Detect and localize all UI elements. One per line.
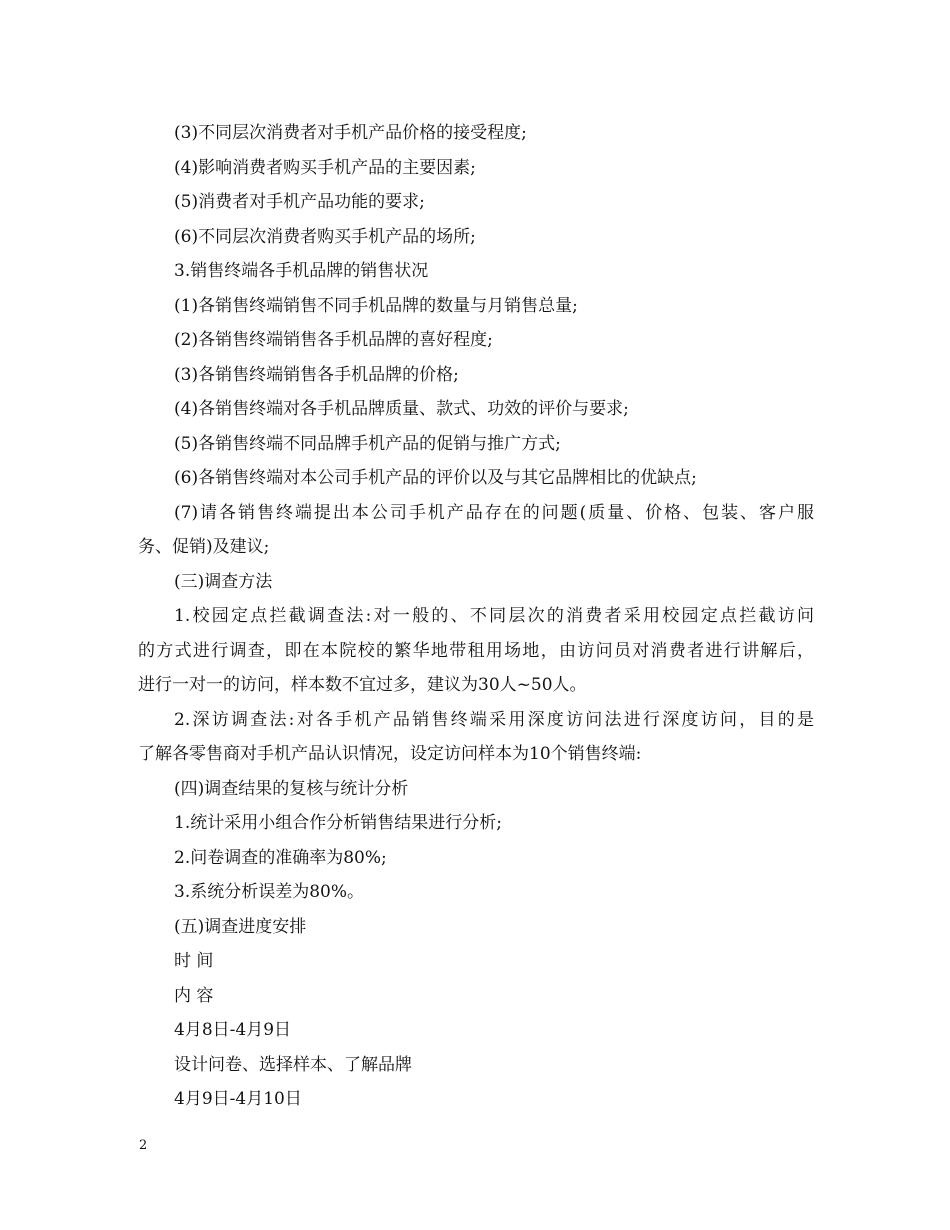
- paragraph-intercept-survey-continued: 的方式进行调查，即在本院校的繁华地带租用场地，由访问员对消费者进行讲解后，: [138, 640, 814, 661]
- section-heading-survey-methods: (三)调查方法: [174, 571, 273, 592]
- document-body: [138, 116, 814, 1117]
- list-item-system-error: 3.系统分析误差为80%。: [174, 882, 365, 902]
- schedule-content-1: 设计问卷、选择样本、了解品牌: [174, 1054, 412, 1075]
- list-item-brand-price: (3)各销售终端销售各手机品牌的价格;: [174, 364, 459, 385]
- schedule-header-content: 内 容: [174, 985, 214, 1006]
- list-item-purchase-factors: (4)影响消费者购买手机产品的主要因素;: [174, 157, 476, 178]
- schedule-date-2: 4月9日-4月10日: [174, 1089, 302, 1109]
- paragraph-in-depth-interview-end: 了解各零售商对手机产品认识情况，设定访问样本为10个销售终端:: [138, 744, 642, 764]
- list-item-sales-quantity: (1)各销售终端销售不同手机品牌的数量与月销售总量;: [174, 295, 578, 316]
- paragraph-continuation: 务、促销)及建议;: [138, 537, 270, 557]
- schedule-date-1: 4月8日-4月9日: [174, 1020, 292, 1040]
- list-item-accuracy-rate: 2.问卷调查的准确率为80%;: [174, 847, 387, 868]
- list-item-brand-evaluation: (4)各销售终端对各手机品牌质量、款式、功效的评价与要求;: [174, 399, 629, 419]
- list-item-purchase-places: (6)不同层次消费者购买手机产品的场所;: [174, 226, 476, 247]
- list-item-company-product-evaluation: (6)各销售终端对本公司手机产品的评价以及与其它品牌相比的优缺点;: [174, 468, 697, 488]
- list-item-statistics-method: 1.统计采用小组合作分析销售结果进行分析;: [174, 813, 502, 833]
- list-item-promotion-methods: (5)各销售终端不同品牌手机产品的促销与推广方式;: [174, 433, 561, 454]
- paragraph-intercept-survey-end: 进行一对一的访问，样本数不宜过多，建议为30人~50人。: [138, 675, 587, 695]
- list-item-function-requirements: (5)消费者对手机产品功能的要求;: [174, 192, 425, 212]
- paragraph-in-depth-interview: 2.深访调查法:对各手机产品销售终端采用深度访问法进行深度访问，目的是: [174, 709, 814, 730]
- schedule-header-time: 时 间: [174, 951, 214, 971]
- list-item-brand-preference: (2)各销售终端销售各手机品牌的喜好程度;: [174, 330, 493, 350]
- list-item-problems-suggestions: (7)请各销售终端提出本公司手机产品存在的问题(质量、价格、包装、客户服: [174, 502, 814, 523]
- paragraph-intercept-survey: 1.校园定点拦截调查法:对一般的、不同层次的消费者采用校园定点拦截访问: [174, 606, 814, 626]
- section-heading-terminal-sales: 3.销售终端各手机品牌的销售状况: [174, 261, 429, 281]
- section-heading-schedule: (五)调查进度安排: [174, 916, 307, 937]
- list-item-consumer-price-acceptance: (3)不同层次消费者对手机产品价格的接受程度;: [174, 123, 527, 143]
- page-number: 2: [139, 1138, 148, 1153]
- section-heading-result-review: (四)调查结果的复核与统计分析: [174, 778, 409, 799]
